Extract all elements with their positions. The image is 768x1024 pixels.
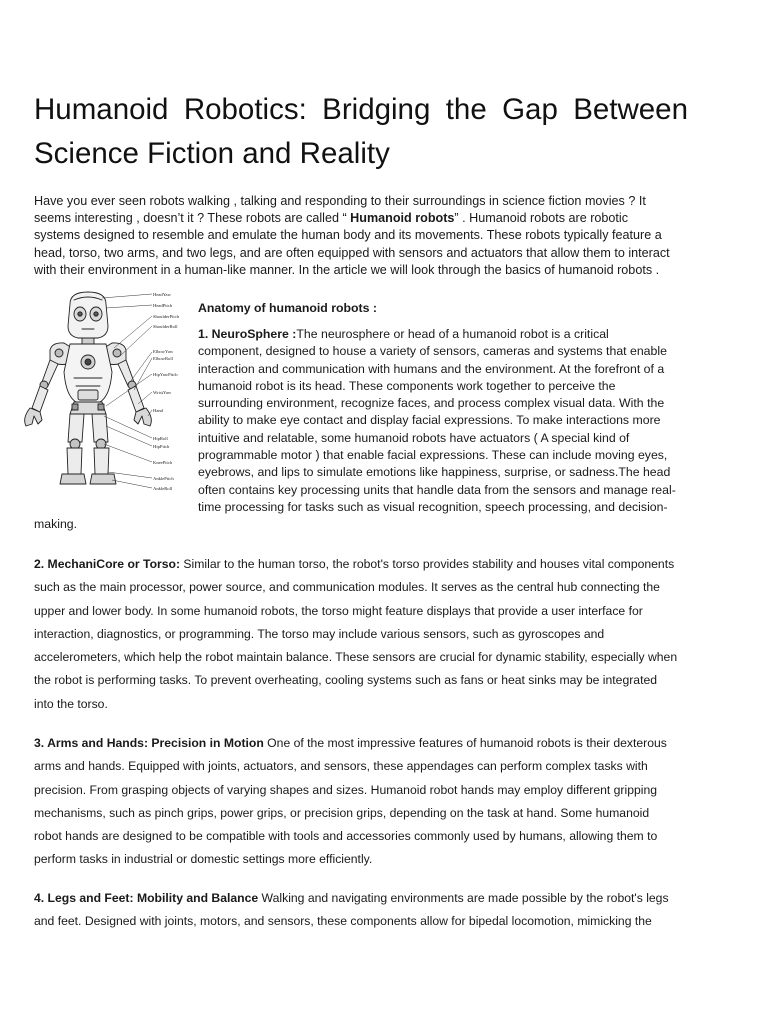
- arms-hands-paragraph: [34, 732, 679, 872]
- joint-label: AnklePitch: [153, 476, 174, 481]
- joint-label: KneePitch: [153, 460, 173, 465]
- intro-paragraph: [34, 193, 674, 279]
- joint-label: HeadPitch: [153, 303, 173, 308]
- legs-feet-text: Walking and navigating environments are made possible by the robot's legs and feet. Designed with joints, motors, and sensors, these components allow for bipedal locomotion, mimicking the: [34, 891, 669, 929]
- neurosphere-text: The neurosphere or head of a humanoid robot is a critical component, designed to house a variety of sensors, cameras and systems that enable interaction and communication with humans and the environment. At the forefront of a humanoid robot is its head. These components work together to perceive the surrounding environment, recognize faces, and process complex visual data. With the ability to make eye contact and display facial expressions. To make interactions more intuitive and relatable, some humanoid robots have actuators ( A special kind of programmable motor ) that enable facial expressions. These can include moving eyes, eyebrows, and lips to simulate emotions like happiness, surprise, or sadness.The head often contains key processing units that handle data from the sensors and manage real-time processing for tasks such as visual recognition, speech processing, and decision-making.: [34, 327, 676, 532]
- joint-label: WristYaw: [153, 390, 172, 395]
- joint-label: ElbowRoll: [153, 356, 173, 361]
- arms-hands-text: One of the most impressive features of humanoid robots is their dexterous arms and hands. Equipped with joints, actuators, and sensors, these appendages can perform complex tasks with precision. From grasping objects of varying shapes and sizes. Humanoid robot hands may employ different gripping mechanisms, such as pinch grips, power grips, or precision grips, depending on the task at hand. Some humanoid robot hands are designed to be compatible with tools and accessories commonly used by humans, allowing them to perform tasks in industrial or domestic settings more efficiently.: [34, 736, 667, 867]
- article-title: Humanoid Robotics: Bridging the Gap Between Science Fiction and Reality: [34, 93, 688, 170]
- torso-paragraph: [34, 553, 679, 716]
- arms-hands-label: 3. Arms and Hands: Precision in Motion: [34, 736, 264, 750]
- joint-label: HipRoll: [153, 436, 168, 441]
- joint-label: HipYawPitch: [153, 372, 178, 377]
- anatomy-heading: Anatomy of humanoid robots :: [198, 301, 377, 315]
- neurosphere-label: 1. NeuroSphere :: [198, 327, 297, 341]
- legs-feet-paragraph: [34, 887, 679, 934]
- intro-text-end: ” . Humanoid robots are robotic systems designed to resemble and emulate the human body and its movements. These robots typically feature a head, torso, two arms, and two legs, and are often equipped with sensors and actuators that allow them to interact with their environment in a human-like manner. In the article we will look through the basics of humanoid robots .: [34, 211, 670, 277]
- joint-label: ShoulderRoll: [153, 324, 178, 329]
- legs-feet-label: 4. Legs and Feet: Mobility and Balance: [34, 891, 259, 905]
- joint-label: HeadYaw: [153, 292, 171, 297]
- joint-label: Hand: [153, 408, 163, 413]
- figure-spacer: [34, 300, 198, 514]
- joint-label: AnkleRoll: [153, 486, 173, 491]
- joint-label: ShoulderPitch: [153, 314, 180, 319]
- torso-label: 2. MechaniCore or Torso:: [34, 557, 181, 571]
- intro-bold-term: Humanoid robots: [350, 211, 455, 226]
- torso-text: Similar to the human torso, the robot's torso provides stability and houses vital components such as the main processor, power source, and communication modules. It serves as the central hub connecting the upper and lower body. In some humanoid robots, the torso might feature displays that provide a user interface for interaction, diagnostics, or programming. The torso may include various sensors, such as gyroscopes and accelerometers, which help the robot maintain balance. These sensors are crucial for dynamic stability, especially when the robot is performing tasks. To prevent overheating, cooling systems such as fans or heat sinks may be integrated into the torso.: [34, 557, 678, 711]
- intro-text-start: Have you ever seen robots walking , talking and responding to their surroundings in science fiction movies ? It seems interesting , doesn’t it ? These robots are called “: [34, 194, 646, 226]
- joint-label: HipPitch: [153, 444, 170, 449]
- anatomy-section: [34, 300, 676, 534]
- joint-label: ElbowYaw: [153, 349, 174, 354]
